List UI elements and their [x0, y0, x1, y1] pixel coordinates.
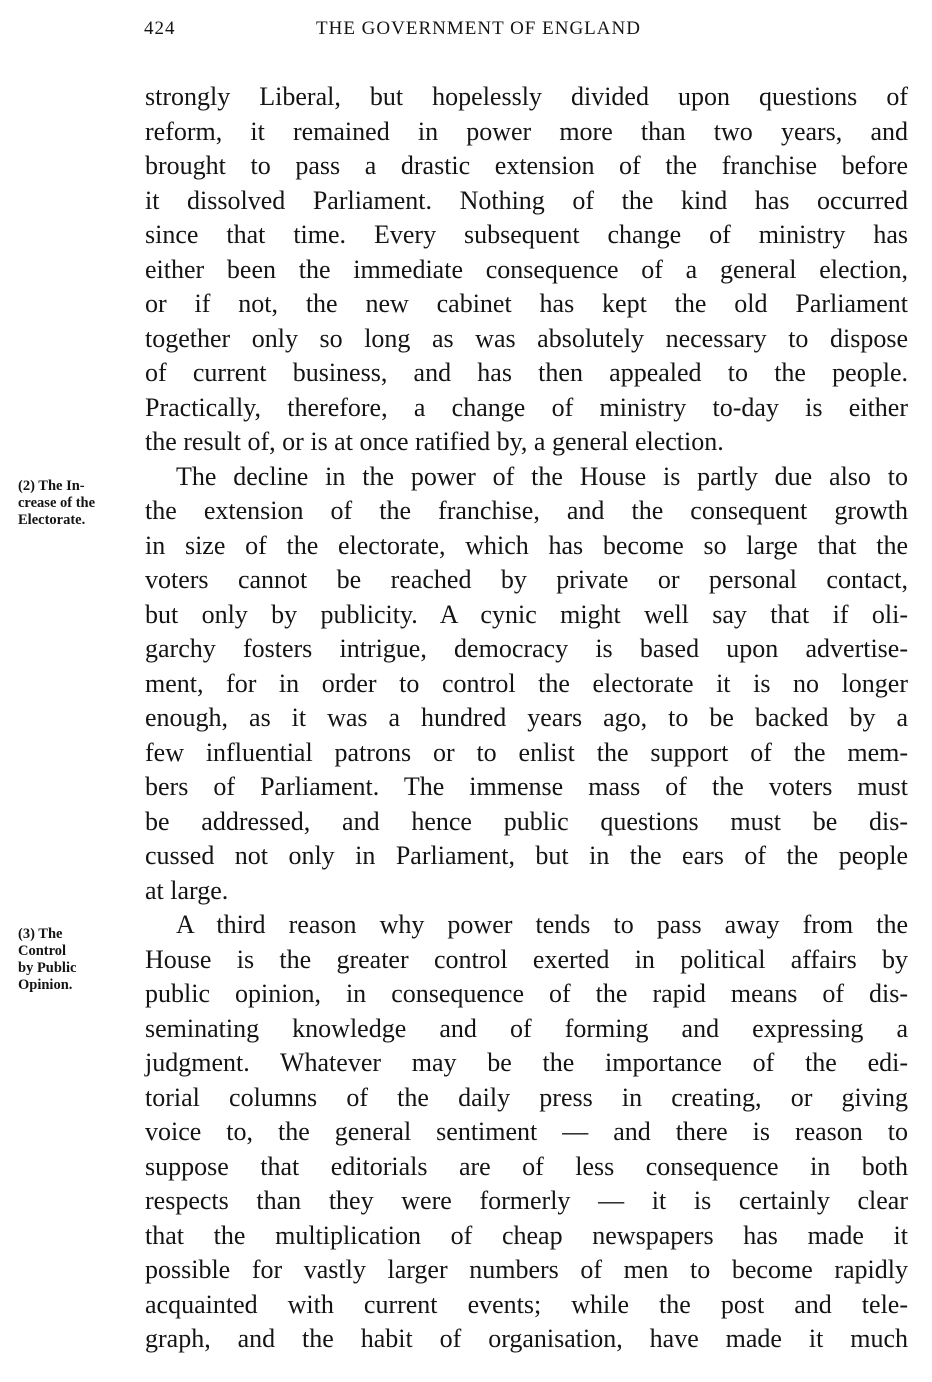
text-line: strongly Liberal, but hopelessly divided upon questions of — [145, 82, 908, 111]
margin-note-line: Electorate. — [18, 512, 86, 528]
text-line: cussed not only in Parliament, but in the ears of the people — [145, 841, 908, 870]
text-line: voters cannot be reached by private or personal contact, — [145, 565, 908, 594]
running-title: THE GOVERNMENT OF ENGLAND — [316, 18, 641, 39]
margin-note-line: (3) The — [18, 926, 63, 942]
margin-note-electorate — [18, 478, 142, 529]
text-line: A third reason why power tends to pass away from the — [176, 910, 908, 939]
text-line: respects than they were formerly — it is certainly clear — [145, 1186, 908, 1215]
margin-note-line: Control — [18, 943, 67, 959]
text-line: The decline in the power of the House is partly due also to — [176, 461, 908, 491]
text-line: enough, as it was a hundred years ago, to be backed by a — [145, 703, 908, 732]
text-line: Practically, therefore, a change of ministry to-day is either — [145, 392, 908, 422]
text-line: it dissolved Parliament. Nothing of the kind has occurred — [145, 185, 908, 215]
text-line: at large. — [145, 875, 229, 905]
text-line: reform, it remained in power more than two years, and — [145, 116, 908, 146]
text-line: few influential patrons or to enlist the support of the mem- — [145, 737, 908, 767]
margin-note-line: by Public — [18, 960, 77, 976]
text-line: together only so long as was absolutely necessary to dispose — [145, 323, 908, 353]
text-line: garchy fosters intrigue, democracy is based upon advertise- — [145, 634, 908, 663]
text-line: or if not, the new cabinet has kept the old Parliament — [145, 289, 908, 318]
text-line: acquainted with current events; while the post and tele- — [145, 1289, 908, 1319]
text-line: judgment. Whatever may be the importance of the edi- — [145, 1048, 908, 1077]
text-line: brought to pass a drastic extension of the franchise before — [145, 151, 908, 180]
text-line: of current business, and has then appealed to the people. — [145, 358, 908, 387]
text-line: seminating knowledge and of forming and expressing a — [145, 1013, 908, 1043]
text-line: since that time. Every subsequent change of ministry has — [145, 220, 908, 249]
text-line: ment, for in order to control the electorate it is no longer — [145, 668, 908, 698]
text-line: bers of Parliament. The immense mass of the voters must — [145, 772, 908, 801]
text-line: graph, and the habit of organisation, have made it much — [145, 1324, 908, 1353]
text-line: the extension of the franchise, and the consequent growth — [145, 496, 908, 525]
text-line: public opinion, in consequence of the rapid means of dis- — [145, 979, 908, 1008]
margin-note-line: Opinion. — [18, 977, 73, 993]
margin-note-line: (2) The In- — [18, 478, 85, 494]
text-line: the result of, or is at once ratified by, a general election. — [145, 427, 724, 456]
running-header — [144, 18, 910, 48]
page-number: 424 — [144, 18, 176, 39]
text-line: torial columns of the daily press in creating, or giving — [145, 1082, 908, 1112]
text-line: House is the greater control exerted in political affairs by — [145, 944, 908, 974]
text-line: suppose that editorials are of less consequence in both — [145, 1151, 908, 1181]
text-line: but only by publicity. A cynic might well say that if oli- — [145, 599, 908, 629]
text-line: either been the immediate consequence of a general election, — [145, 254, 908, 284]
margin-note-line: crease of the — [18, 495, 96, 511]
text-line: possible for vastly larger numbers of men to become rapidly — [145, 1255, 908, 1284]
text-line: that the multiplication of cheap newspapers has made it — [145, 1220, 908, 1250]
text-line: be addressed, and hence public questions must be dis- — [145, 806, 908, 836]
text-line: voice to, the general sentiment — and there is reason to — [145, 1117, 908, 1146]
margin-note-public-opinion — [18, 926, 142, 994]
text-line: in size of the electorate, which has become so large that the — [145, 530, 908, 560]
